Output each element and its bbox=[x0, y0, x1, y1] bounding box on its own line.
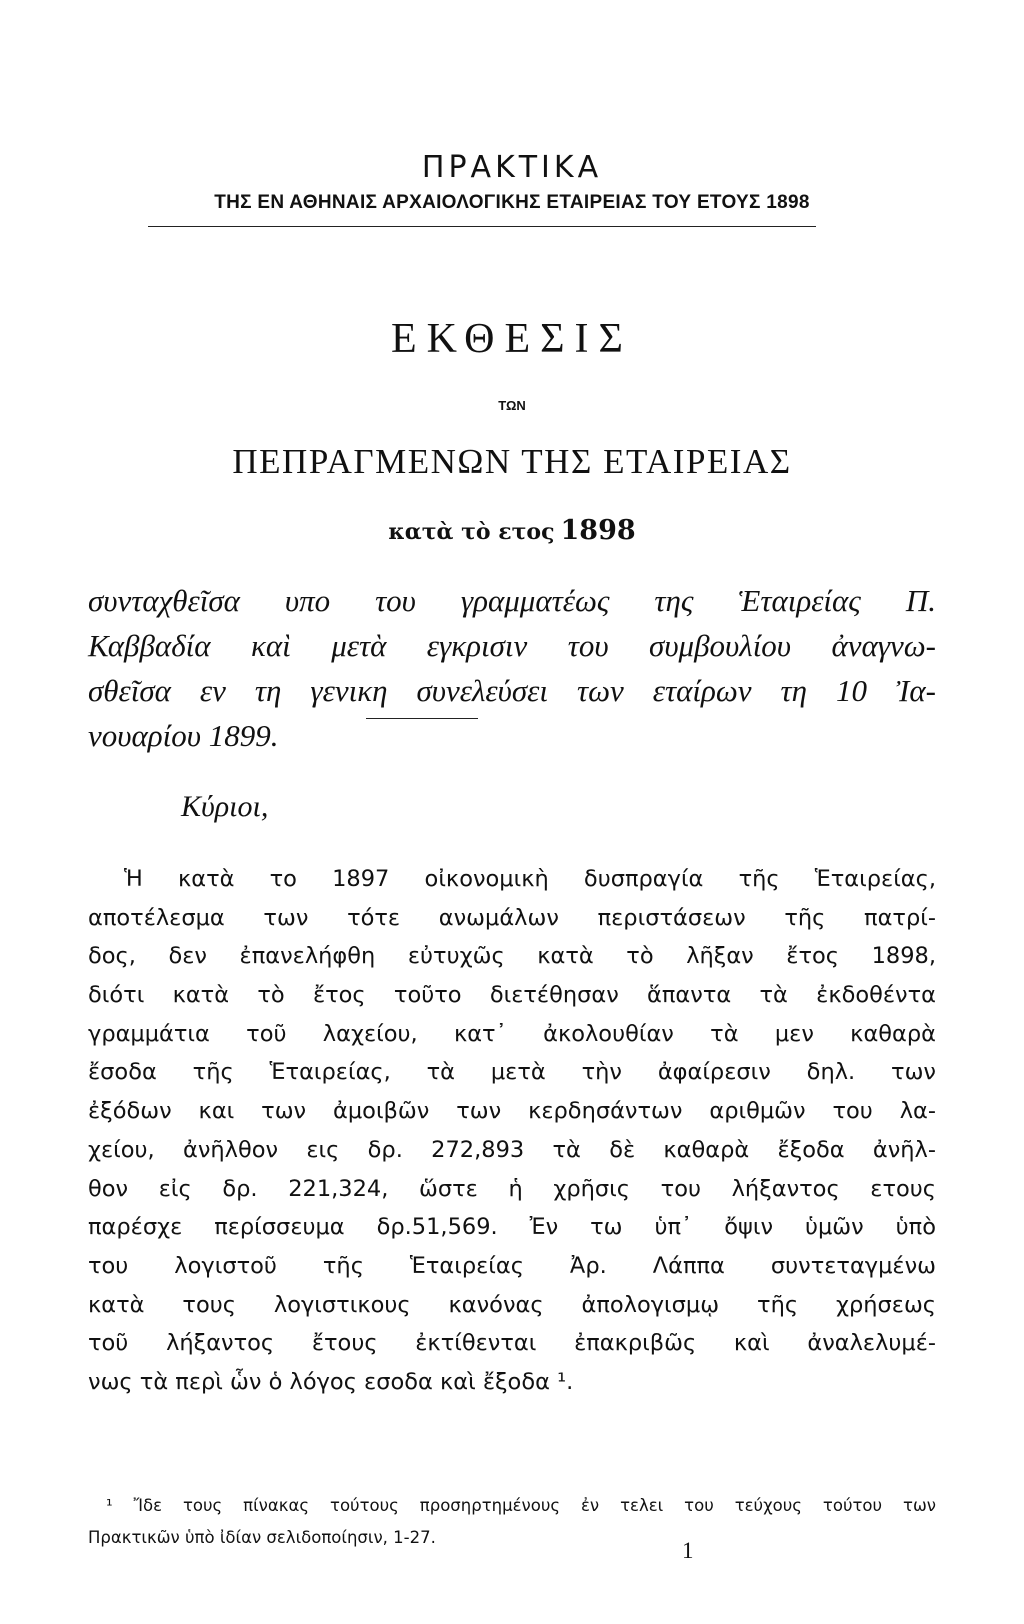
body-paragraph bbox=[88, 860, 936, 1402]
body-line: ἔσοδα τῆς Ἑταιρείας, τὰ μετὰ τὴν ἀφαίρεσιν δηλ. των bbox=[88, 1059, 936, 1086]
footnote-line: ¹ Ἴδε τους πίνακας τούτους προσηρτημένους ἐν τελει του τεύχους τούτου των bbox=[106, 1496, 936, 1515]
body-line: θον εἰς δρ. 221,324, ὥστε ἡ χρῆσις του λήξαντος ετους bbox=[88, 1175, 936, 1202]
footnote bbox=[88, 1490, 936, 1554]
body-line: κατὰ τους λογιστικους κανόνας ἀπολογισμῳ τῆς χρήσεως bbox=[88, 1291, 936, 1318]
body-line: χείου, ἀνῆλθον εις δρ. 272,893 τὰ δὲ καθαρὰ ἔξοδα ἀνῆλ- bbox=[88, 1136, 936, 1163]
body-line: αποτέλεσμα των τότε ανωμάλων περιστάσεων τῆς πατρί- bbox=[88, 904, 936, 931]
body-line: τοῦ λήξαντος ἔτους ἐκτίθενται ἐπακριβῶς καὶ ἀναλελυμέ- bbox=[88, 1330, 936, 1357]
running-head-title: ΠΡΑΚΤΙΚΑ bbox=[421, 150, 603, 185]
salutation: Κύριοι, bbox=[181, 790, 269, 823]
body-line: ἐξόδων και των ἀμοιβῶν των κερδησάντων αριθμῶν του λα- bbox=[88, 1098, 936, 1125]
report-year: 1898 bbox=[560, 515, 636, 546]
intro-line: νουαρίου 1899. bbox=[88, 718, 279, 753]
body-line: του λογιστοῦ τῆς Ἑταιρείας Ἀρ. Λάππα συντεταγμένω bbox=[88, 1252, 936, 1279]
header-rule bbox=[148, 226, 816, 227]
page-number: 1 bbox=[682, 1538, 694, 1563]
intro-line: Καββαδία καὶ μετὰ εγκρισιν του συμβουλίου ἀναγνω- bbox=[88, 628, 936, 663]
footnote-line: Πρακτικῶν ὑπὸ ἰδίαν σελιδοποίησιν, 1-27. bbox=[88, 1528, 436, 1547]
running-head-subtitle: ΤΗΣ ΕΝ ΑΘΗΝΑΙΣ ΑΡΧΑΙΟΛΟΓΙΚΗΣ ΕΤΑΙΡΕΙΑΣ ΤΟΥ ΕΤΟΥΣ 1898 bbox=[214, 192, 810, 213]
body-line: γραμμάτια τοῦ λαχείου, κατ᾽ ἀκολουθίαν τὰ μεν καθαρὰ bbox=[88, 1020, 936, 1047]
report-year-line bbox=[0, 515, 1024, 546]
body-line: διότι κατὰ τὸ ἔτος τοῦτο διετέθησαν ἅπαντα τὰ ἐκδοθέντα bbox=[88, 982, 936, 1009]
title-connector: ΤΩΝ bbox=[498, 398, 526, 413]
section-divider bbox=[366, 718, 478, 719]
intro-paragraph bbox=[88, 578, 936, 758]
report-subtitle: ΠΕΠΡΑΓΜΕΝΩΝ ΤΗΣ ΕΤΑΙΡΕΙΑΣ bbox=[232, 442, 792, 481]
body-line: παρέσχε περίσσευμα δρ.51,569. Ἐν τω ὑπ᾽ ὄψιν ὑμῶν ὑπὸ bbox=[88, 1214, 936, 1241]
report-title: ΕΚΘΕΣΙΣ bbox=[391, 316, 633, 362]
year-prefix: κατὰ τὸ ετος bbox=[388, 519, 555, 545]
body-line: νως τὰ περὶ ὧν ὁ λόγος εσοδα καὶ ἔξοδα ¹. bbox=[88, 1368, 574, 1395]
intro-line: σθεῖσα εν τη γενικη συνελεύσει των εταίρων τη 10 Ἰα- bbox=[88, 673, 936, 708]
body-line: Ἡ κατὰ το 1897 οἰκονομικὴ δυσπραγία τῆς Ἑταιρείας, bbox=[124, 866, 936, 892]
body-line: δος, δεν ἐπανελήφθη εὐτυχῶς κατὰ τὸ λῆξαν ἔτος 1898, bbox=[88, 943, 936, 970]
intro-line: συνταχθεῖσα υπο του γραμματέως της Ἑταιρείας Π. bbox=[88, 583, 936, 618]
